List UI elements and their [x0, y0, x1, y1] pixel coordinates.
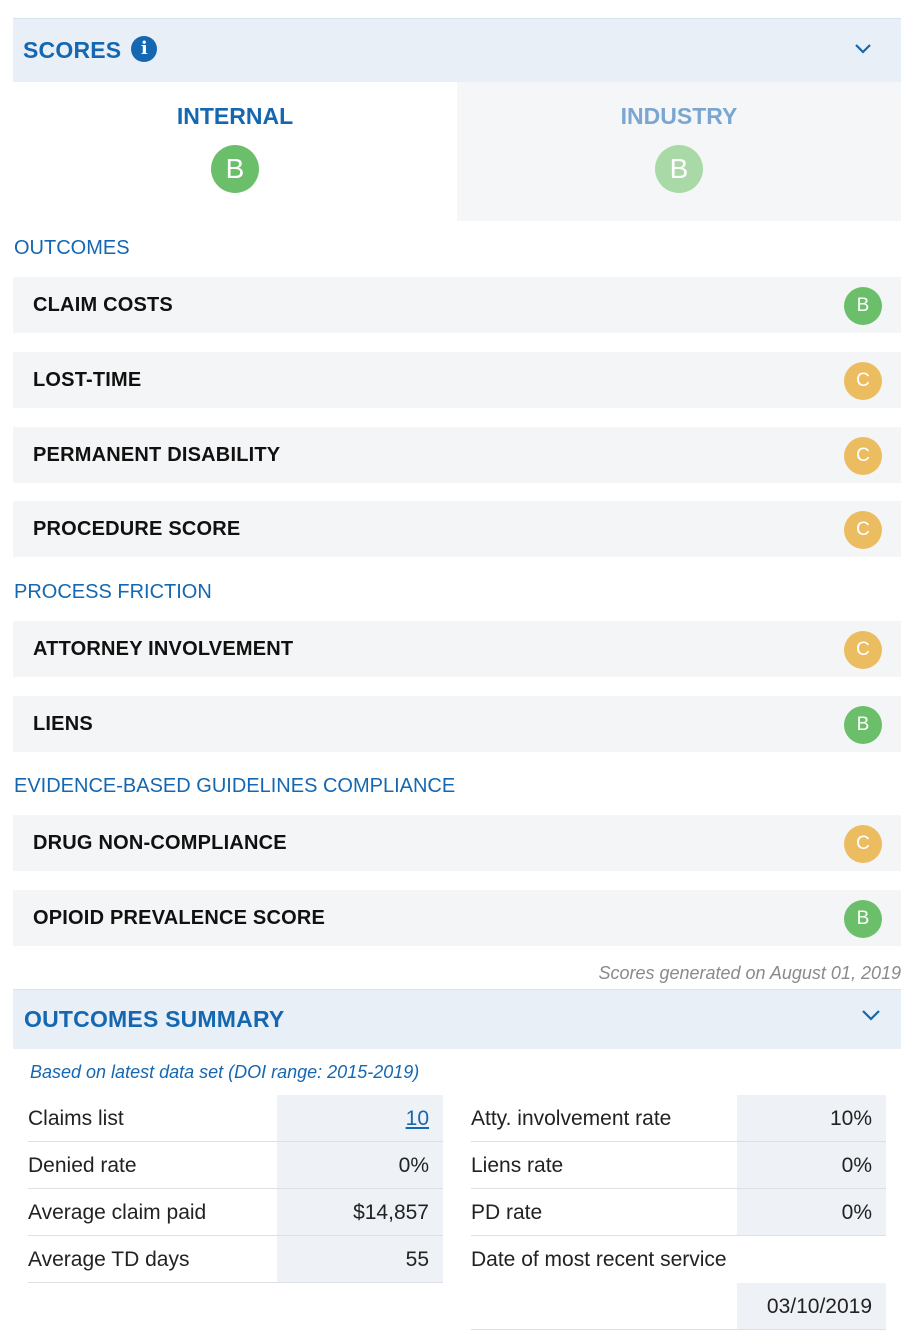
summary-value: 0% [277, 1142, 443, 1188]
score-row-claim-costs[interactable] [13, 277, 901, 333]
score-label: OPIOID PREVALENCE SCORE [33, 906, 326, 929]
info-icon[interactable]: i [131, 36, 157, 62]
outcomes-summary-title: OUTCOMES SUMMARY [24, 1006, 285, 1032]
summary-table-left [28, 1095, 443, 1283]
score-label: ATTORNEY INVOLVEMENT [33, 637, 294, 660]
summary-row-claims-list [28, 1095, 443, 1142]
grade-badge: B [844, 706, 882, 744]
score-label: CLAIM COSTS [33, 293, 173, 316]
score-row-procedure-score[interactable] [13, 501, 901, 557]
summary-table-right [471, 1095, 886, 1330]
grade-badge: C [844, 511, 882, 549]
outcomes-summary-header[interactable] [13, 989, 901, 1049]
grade-badge: C [844, 631, 882, 669]
score-row-liens[interactable] [13, 696, 901, 752]
grade-badge: B [844, 287, 882, 325]
summary-label: Average claim paid [28, 1201, 207, 1224]
chevron-down-icon[interactable] [862, 1010, 876, 1024]
score-row-opioid-prevalence[interactable] [13, 890, 901, 946]
summary-row-average-claim-paid [28, 1189, 443, 1236]
grade-badge: C [844, 362, 882, 400]
chevron-down-icon[interactable] [855, 44, 869, 58]
summary-row-liens-rate [471, 1142, 886, 1189]
tab-internal-label: INTERNAL [176, 103, 294, 129]
grade-badge: C [844, 825, 882, 863]
summary-value: 03/10/2019 [737, 1283, 886, 1329]
summary-row-denied-rate [28, 1142, 443, 1189]
scores-panel-header[interactable] [13, 18, 901, 82]
summary-value: $14,857 [277, 1189, 443, 1235]
summary-value: 10% [737, 1095, 886, 1141]
score-label: LIENS [33, 712, 93, 735]
scores-tabs [13, 82, 901, 221]
claims-list-link[interactable]: 10 [405, 1107, 429, 1130]
summary-row-average-td-days [28, 1236, 443, 1283]
grade-badge: B [844, 900, 882, 938]
summary-label: Denied rate [28, 1154, 137, 1177]
tab-internal[interactable] [13, 82, 457, 221]
summary-label: Date of most recent service [471, 1248, 727, 1271]
summary-row-recent-service-label [471, 1236, 886, 1283]
industry-grade-badge: B [655, 145, 703, 193]
score-row-lost-time[interactable] [13, 352, 901, 408]
summary-label: PD rate [471, 1201, 543, 1224]
score-row-permanent-disability[interactable] [13, 427, 901, 483]
score-row-attorney-involvement[interactable] [13, 621, 901, 677]
summary-value [277, 1095, 443, 1141]
section-title-guidelines-compliance: EVIDENCE-BASED GUIDELINES COMPLIANCE [14, 775, 456, 797]
section-title-process-friction: PROCESS FRICTION [14, 581, 212, 603]
score-label: PERMANENT DISABILITY [33, 443, 281, 466]
tab-industry[interactable] [457, 82, 901, 221]
scores-generated-note: Scores generated on August 01, 2019 [598, 963, 901, 983]
grade-badge: C [844, 437, 882, 475]
summary-label: Claims list [28, 1107, 124, 1130]
summary-label: Atty. involvement rate [471, 1107, 672, 1130]
score-label: DRUG NON-COMPLIANCE [33, 831, 287, 854]
section-title-outcomes: OUTCOMES [14, 237, 130, 259]
score-row-drug-non-compliance[interactable] [13, 815, 901, 871]
data-set-note: Based on latest data set (DOI range: 2015-2019) [30, 1062, 420, 1082]
internal-grade-badge: B [211, 145, 259, 193]
summary-value: 0% [737, 1142, 886, 1188]
tab-industry-label: INDUSTRY [620, 103, 738, 129]
summary-label: Liens rate [471, 1154, 564, 1177]
scores-title: SCORES [23, 37, 122, 63]
summary-row-pd-rate [471, 1189, 886, 1236]
summary-value: 0% [737, 1189, 886, 1235]
summary-row-recent-service-date [471, 1283, 886, 1330]
summary-row-atty-involvement-rate [471, 1095, 886, 1142]
score-label: PROCEDURE SCORE [33, 517, 241, 540]
summary-value: 55 [277, 1236, 443, 1282]
summary-label: Average TD days [28, 1248, 190, 1271]
score-label: LOST-TIME [33, 368, 142, 391]
